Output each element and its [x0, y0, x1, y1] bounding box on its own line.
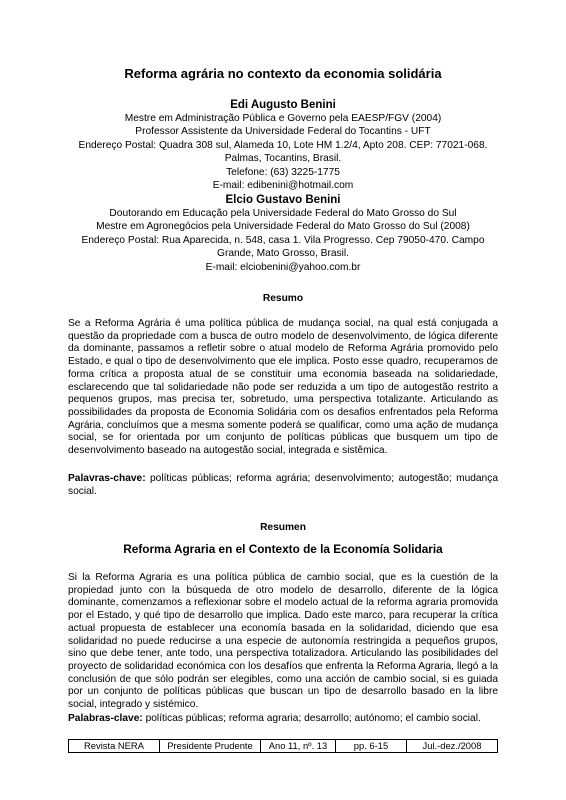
author-email: E-mail: elciobenini@yahoo.com.br — [205, 261, 361, 273]
author-address-line: Endereço Postal: Quadra 308 sul, Alameda 10, Lote HM 1.2/4, Apto 208. CEP: 77021-068. — [78, 139, 488, 151]
resumen-keywords — [68, 713, 498, 726]
author-block-2 — [0, 193, 566, 274]
author-address-line: Grande, Mato Grosso, Brasil. — [217, 248, 349, 260]
footer-city: Presidente Prudente — [160, 740, 261, 753]
author-name: Elcio Gustavo Benini — [225, 194, 341, 206]
author-address-line: Endereço Postal: Rua Aparecida, n. 548, casa 1. Vila Progresso. Cep 79050-470. Campo — [81, 234, 485, 246]
resumo-heading: Resumo — [262, 293, 304, 304]
keywords-label: Palabras-clave: — [68, 713, 143, 724]
keywords-label: Palavras-chave: — [68, 473, 146, 484]
footer-pages: pp. 6-15 — [336, 740, 407, 753]
resumen-heading: Resumen — [260, 522, 306, 533]
footer-issue: Ano 11, nº. 13 — [261, 740, 336, 753]
author-email: E-mail: edibenini@hotmail.com — [212, 180, 354, 192]
author-address-line: Palmas, Tocantins, Brasil. — [224, 153, 342, 165]
keywords-list: políticas públicas; reforma agraria; desarrollo; autónomo; el cambio social. — [142, 713, 481, 724]
resumo-text: Se a Reforma Agrária é uma política pública de mudança social, na qual está conjugada a questão da propriedade com a busca de outro modelo de desenvolvimento, de lógica diferente da dominante, passamos a refletir sobre o atual modelo de Reforma Agrária promovido pelo Estado, e qual o tipo de desenvolvimento que ele implica. Posto esse quadro, recuperamos de forma crítica a proposta atual de se constituir uma economia baseada na solidariedade, esclarecendo que tal solidariedade não pode ser reduzida a um tipo de autogestão restrito a pequenos grupos, mas precisa ter, sobretudo, uma perspectiva totalizante. Articulando as possibilidades da proposta de Economia Solidária com os desafios enfrentados pela Reforma Agrária, concluímos que a mesma somente poderá se qualificar, como uma ação de mudança social, se for orientada por um conjunto de políticas públicas que busquem um tipo de desenvolvimento baseado na autogestão social, integrada e sistêmica. — [68, 318, 498, 457]
author-name: Edi Augusto Benini — [230, 99, 336, 111]
resumo-keywords — [68, 473, 498, 498]
author-block-1 — [0, 98, 566, 192]
author-affiliation-line: Mestre em Agronegócios pela Universidade Federal do Mato Grosso do Sul (2008) — [96, 221, 470, 233]
footer-date: Jul.-dez./2008 — [407, 740, 498, 753]
resumen-text: Si la Reforma Agraria es una política pública de cambio social, que es la cuestión de la propiedad junto con la búsqueda de otro modelo de desarrollo, diferente de la lógica dominante, comenzamos a reflexionar sobre el modelo actual de la reforma agraria promovida por el Estado, y qué tipo de desarrollo que implica. Dado este marco, para recuperar la crítica actual propuesta de establecer una economía basada en la solidaridad, diciendo que esa solidaridad no puede reducirse a una especie de autonomía restringida a pequeños grupos, sino que debe tener, ante todo, una perspectiva totalizadora. Articulando las posibilidades del proyecto de solidaridad económica con los desafíos que enfrenta la Reforma Agraria, llegó a la conclusión de que sólo podrán ser elegibles, como una acción de cambio social, si es guiada por un conjunto de políticas públicas que buscan un tipo de desarrollo basado en la libre social, integrado y sistémico. — [68, 572, 498, 711]
author-affiliation-line: Professor Assistente da Universidade Federal do Tocantins - UFT — [135, 126, 431, 138]
paper-title: Reforma agrária no contexto da economia solidária — [124, 66, 442, 81]
keywords-list: políticas públicas; reforma agrária; desenvolvimento; autogestão; mudança social. — [68, 473, 498, 497]
author-affiliation-line: Doutorando em Educação pela Universidade Federal do Mato Grosso do Sul — [109, 208, 457, 219]
author-phone: Telefone: (63) 3225-1775 — [226, 166, 340, 178]
author-affiliation-line: Mestre em Administração Pública e Governo pela EAESP/FGV (2004) — [124, 113, 442, 124]
journal-footer — [68, 739, 498, 753]
footer-journal: Revista NERA — [69, 740, 160, 753]
resumen-title: Reforma Agraria en el Contexto de la Economía Solidaria — [123, 542, 443, 556]
